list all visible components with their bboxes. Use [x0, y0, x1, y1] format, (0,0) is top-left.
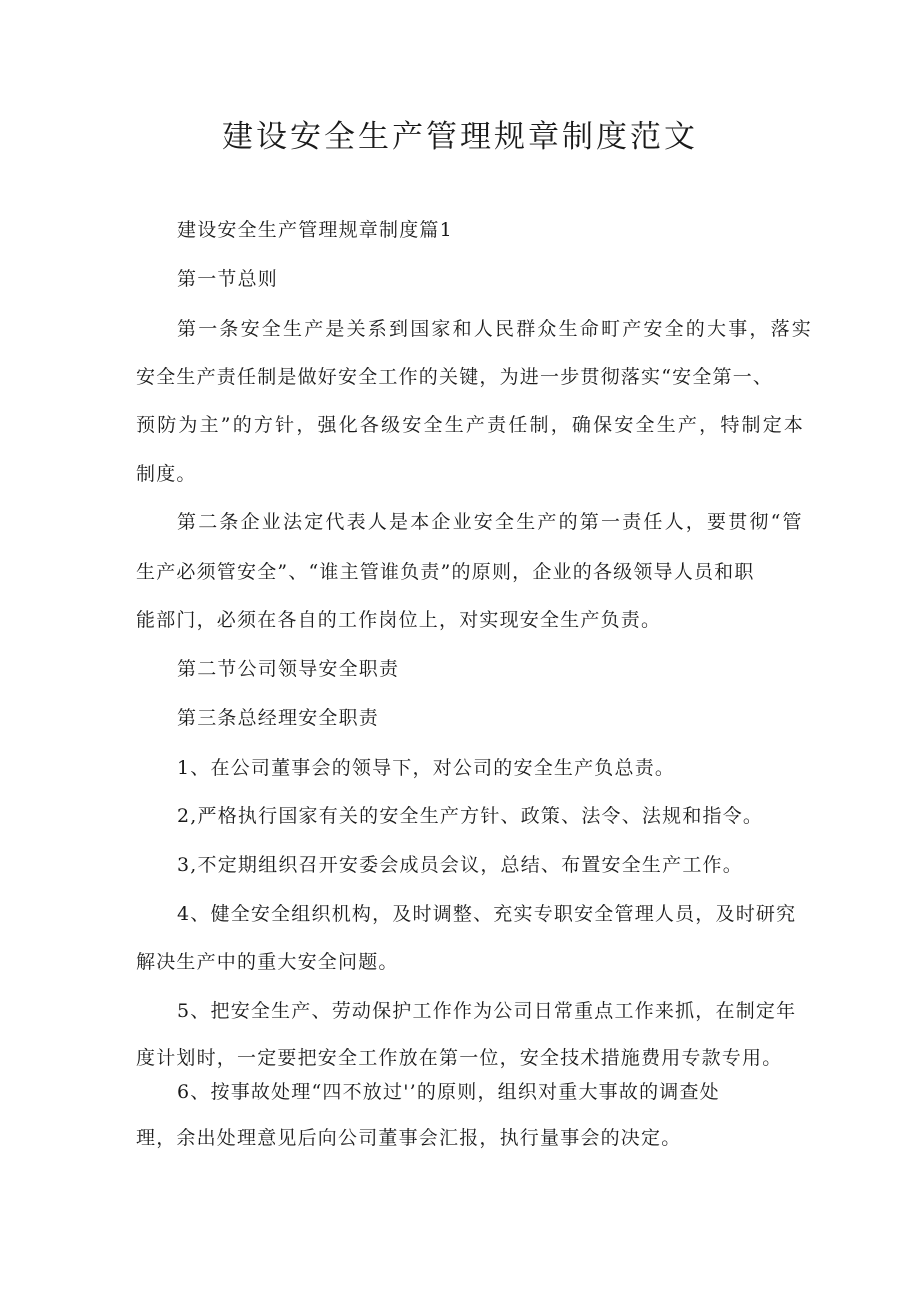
section-heading-general: 第一节总则: [177, 268, 279, 290]
article-1-line-1: 第一条安全生产是关系到国家和人民群众生命町产安全的大事，落实: [177, 318, 814, 340]
article-1-line-4: 制度。: [136, 463, 197, 485]
list-item-2: 2,严格执行国家有关的安全生产方针、政策、法令、法规和指令。: [177, 805, 764, 827]
article-2-line-1: 第二条企业法定代表人是本企业安全生产的第一责任人，要贯彻“管: [177, 511, 804, 533]
article-3-heading: 第三条总经理安全职责: [177, 707, 380, 729]
list-item-3: 3,不定期组织召开安委会成员会议，总结、布置安全生产工作。: [177, 854, 743, 876]
list-item-5-line-2: 度计划时，一定要把安全工作放在第一位，安全技术措施费用专款专用。: [136, 1047, 783, 1069]
article-2-line-3: 能部门，必须在各自的工作岗位上，对实现安全生产负责。: [136, 609, 662, 631]
article-1-line-2: 安全生产责任制是做好安全工作的关键，为进一步贯彻落实“安全第一、: [136, 366, 774, 388]
article-2-line-2: 生产必须管安全”、“谁主管谁负责”的原则，企业的各级领导人员和职: [136, 561, 755, 583]
document-subtitle: 建设安全生产管理规章制度篇1: [177, 219, 453, 241]
section-heading-leadership: 第二节公司领导安全职责: [177, 658, 400, 680]
article-1-line-3: 预防为主”的方针，强化各级安全生产责任制，确保安全生产，特制定本: [136, 414, 806, 436]
list-item-6-line-2: 理，余出处理意见后向公司董事会汇报，执行量事会的决定。: [136, 1127, 682, 1149]
list-item-5-line-1: 5、把安全生产、劳动保护工作作为公司日常重点工作来抓，在制定年: [177, 1000, 797, 1022]
document-title: 建设安全生产管理规章制度范文: [222, 119, 698, 155]
list-item-6-line-1: 6、按事故处理“四不放过'’的原则，组织对重大事故的调查处: [177, 1081, 720, 1103]
list-item-1: 1、在公司董事会的领导下，对公司的安全生产负总责。: [177, 757, 676, 779]
list-item-4-line-1: 4、健全安全组织机构，及时调整、充实专职安全管理人员，及时研究: [177, 903, 797, 925]
list-item-4-line-2: 解决生产中的重大安全问题。: [136, 951, 399, 973]
